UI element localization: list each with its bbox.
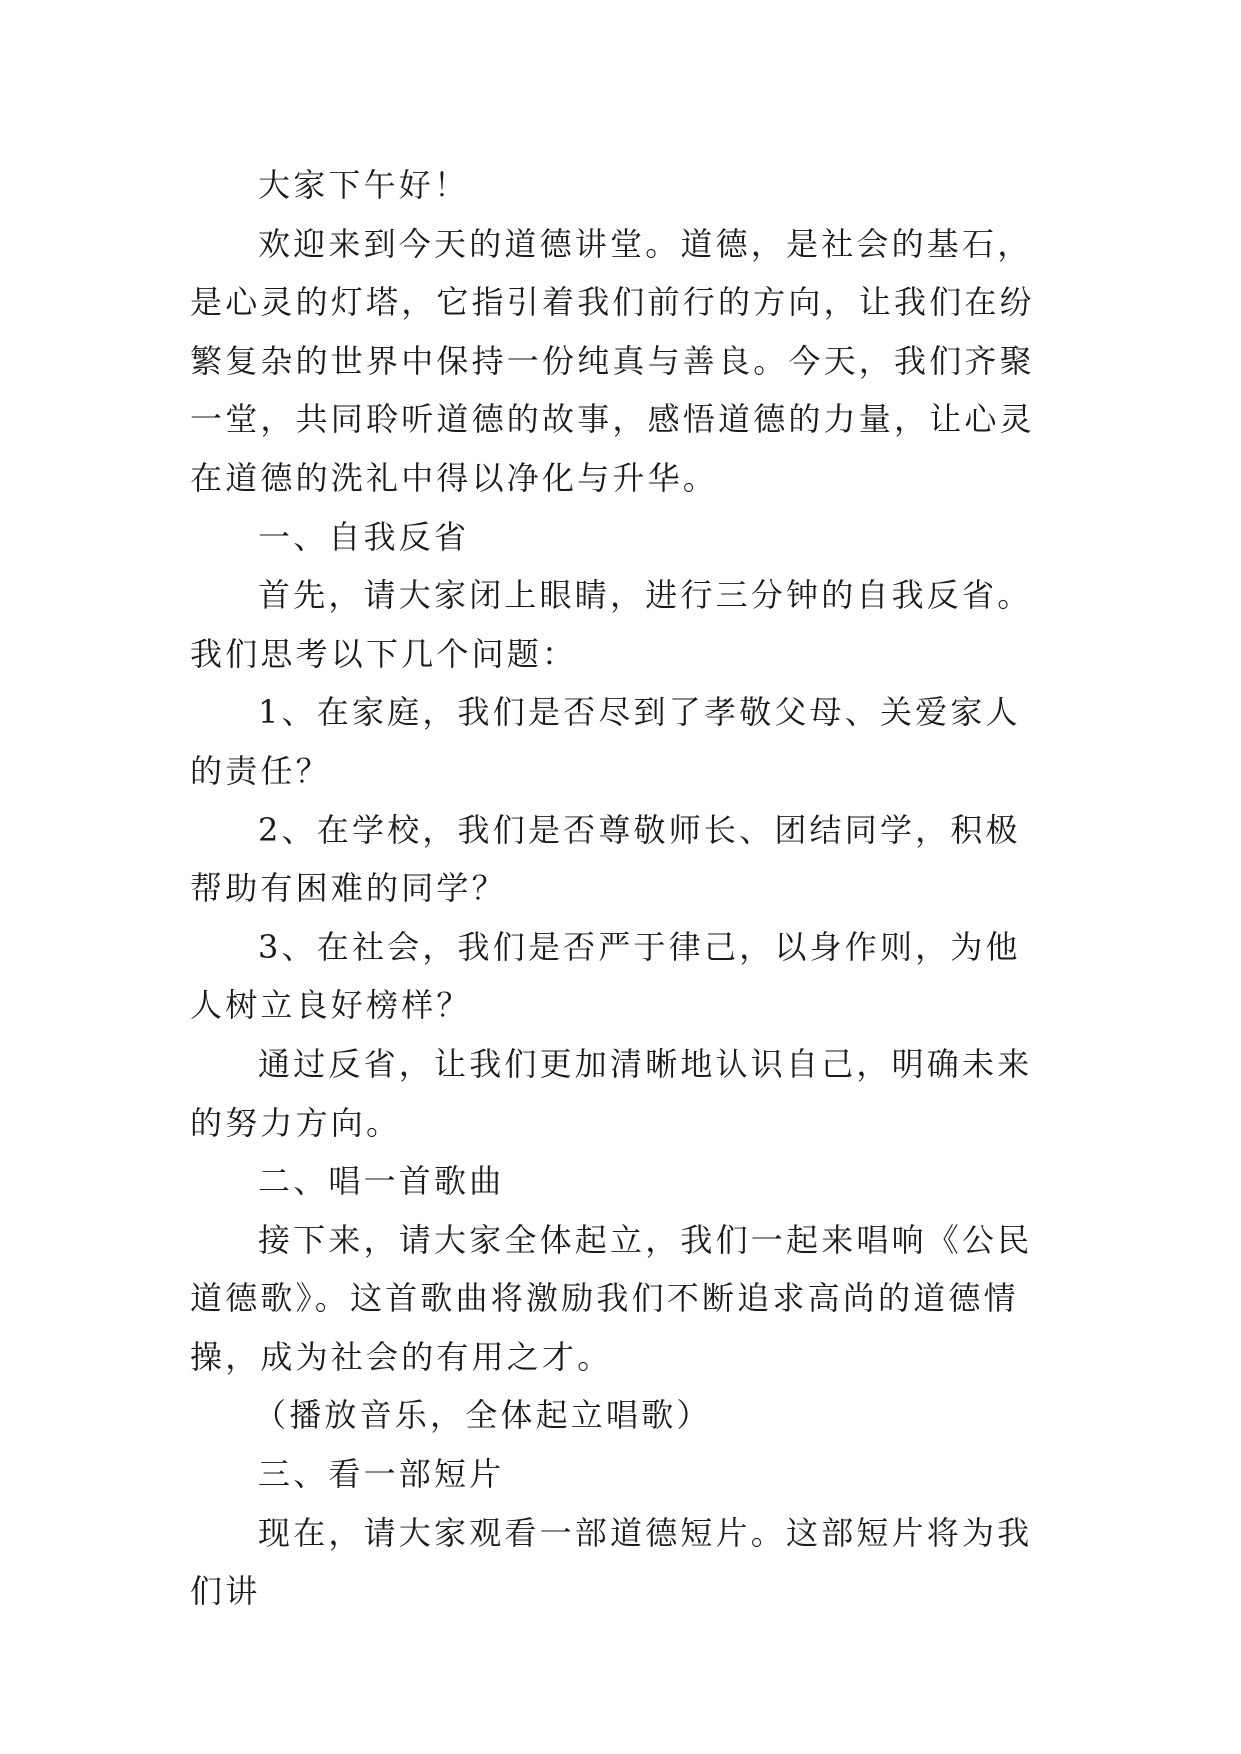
song-paragraph: 接下来，请大家全体起立，我们一起来唱响《公民道德歌》。这首歌曲将激励我们不断追求高尚的道德情操，成为社会的有用之才。 [190, 1220, 1033, 1376]
question-family: 1、在家庭，我们是否尽到了孝敬父母、关爱家人的责任？ [190, 693, 1021, 790]
reflection-summary-paragraph: 通过反省，让我们更加清晰地认识自己，明确未来的努力方向。 [190, 1044, 1033, 1142]
stage-direction: （播放音乐，全体起立唱歌） [254, 1396, 712, 1435]
section-heading-song: 二、唱一首歌曲 [258, 1162, 505, 1201]
greeting-paragraph: 大家下午好！ [258, 166, 470, 204]
section-heading-self-reflection: 一、自我反省 [258, 517, 470, 556]
question-school: 2、在学校，我们是否尊敬师长、团结同学，积极帮助有困难的同学？ [190, 810, 1021, 908]
welcome-paragraph: 欢迎来到今天的道德讲堂。道德，是社会的基石，是心灵的灯塔，它指引着我们前行的方向，让我们在纷繁复杂的世界中保持一份纯真与善良。今天，我们齐聚一堂，共同聆听道德的故事，感悟道德的力量，让心灵在道德的洗礼中得以净化与升华。 [190, 224, 1035, 497]
film-paragraph: 现在，请大家观看一部道德短片。这部短片将为我们讲 [190, 1513, 1033, 1611]
reflection-intro-paragraph: 首先，请大家闭上眼睛，进行三分钟的自我反省。我们思考以下几个问题： [190, 576, 1033, 673]
section-heading-film: 三、看一部短片 [258, 1455, 505, 1494]
document-body [190, 156, 1052, 1621]
question-society: 3、在社会，我们是否严于律己，以身作则，为他人树立良好榜样？ [190, 927, 1021, 1025]
